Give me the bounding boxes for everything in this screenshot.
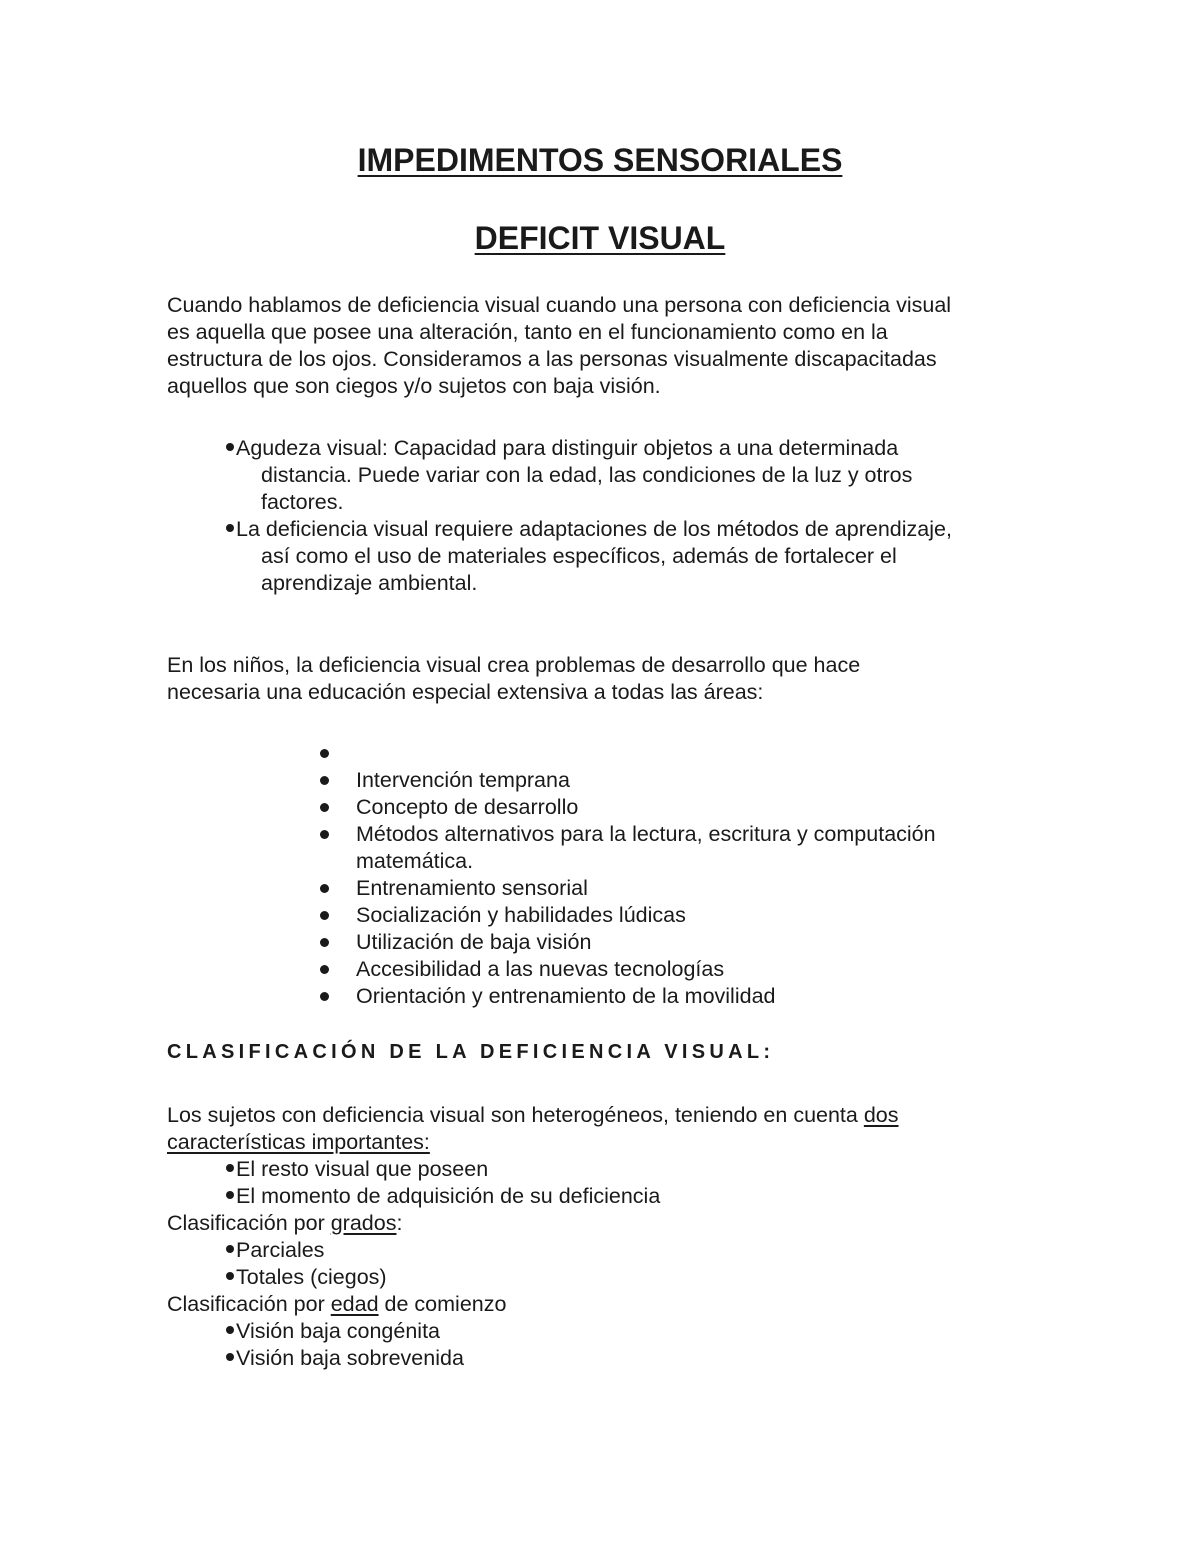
bullet-icon xyxy=(226,1245,234,1253)
intro-line: aquellos que son ciegos y/o sujetos con baja visión. xyxy=(167,374,661,398)
bullet-icon xyxy=(226,1272,234,1280)
bullet-icon xyxy=(320,776,329,785)
intro-line: Cuando hablamos de deficiencia visual cuando una persona con deficiencia visual xyxy=(167,293,952,317)
bullet-item-continuation: factores. xyxy=(261,490,344,514)
paragraph-line: En los niños, la deficiencia visual crea problemas de desarrollo que hace xyxy=(167,653,861,677)
list-item: Accesibilidad a las nuevas tecnologías xyxy=(356,957,725,981)
bullet-icon xyxy=(320,911,329,920)
bullet-icon xyxy=(226,443,234,451)
list-item: Orientación y entrenamiento de la movilidad xyxy=(356,984,776,1008)
bullet-icon xyxy=(226,1164,234,1172)
bullet-item: Totales (ciegos) xyxy=(226,1264,387,1291)
bullet-icon xyxy=(320,884,329,893)
bullet-item: Agudeza visual: Capacidad para distinguir objetos a una determinada xyxy=(226,435,898,462)
bullet-item: Visión baja congénita xyxy=(226,1318,440,1345)
bullet-icon xyxy=(320,830,329,839)
intro-line: es aquella que posee una alteración, tanto en el funcionamiento como en la xyxy=(167,320,888,344)
paragraph-line: necesaria una educación especial extensiva a todas las áreas: xyxy=(167,680,764,704)
document-subtitle: DEFICIT VISUAL xyxy=(474,220,726,256)
list-item: Entrenamiento sensorial xyxy=(356,876,588,900)
bullet-item-continuation: aprendizaje ambiental. xyxy=(261,571,478,595)
bullet-icon xyxy=(320,965,329,974)
list-item: Métodos alternativos para la lectura, escritura y computación xyxy=(356,822,936,846)
bullet-icon xyxy=(320,938,329,947)
list-item: Concepto de desarrollo xyxy=(356,795,579,819)
bullet-item: Parciales xyxy=(226,1237,324,1264)
bullet-item-continuation: distancia. Puede variar con la edad, las condiciones de la luz y otros xyxy=(261,463,913,487)
list-item: Intervención temprana xyxy=(356,768,570,792)
classification-intro-line: características importantes: xyxy=(167,1130,430,1154)
bullet-item: El resto visual que poseen xyxy=(226,1156,488,1183)
classification-heading: CLASIFICACIÓN DE LA DEFICIENCIA VISUAL: xyxy=(167,1041,775,1063)
classification-by-age: Clasificación por edad de comienzo xyxy=(167,1292,507,1316)
classification-by-grade: Clasificación por grados: xyxy=(167,1211,403,1235)
bullet-icon xyxy=(226,524,234,532)
intro-line: estructura de los ojos. Consideramos a las personas visualmente discapacitadas xyxy=(167,347,937,371)
bullet-item: Visión baja sobrevenida xyxy=(226,1345,464,1372)
bullet-item-continuation: así como el uso de materiales específicos, además de fortalecer el xyxy=(261,544,897,568)
bullet-icon xyxy=(320,803,329,812)
bullet-icon xyxy=(320,749,329,758)
bullet-icon xyxy=(320,992,329,1001)
bullet-icon xyxy=(226,1191,234,1199)
bullet-icon xyxy=(226,1353,234,1361)
bullet-item: La deficiencia visual requiere adaptaciones de los métodos de aprendizaje, xyxy=(226,516,952,543)
classification-intro-line: Los sujetos con deficiencia visual son heterogéneos, teniendo en cuenta dos xyxy=(167,1103,899,1127)
document-title: IMPEDIMENTOS SENSORIALES xyxy=(357,142,843,178)
list-item-continuation: matemática. xyxy=(356,849,474,873)
bullet-item: El momento de adquisición de su deficiencia xyxy=(226,1183,660,1210)
list-item: Socialización y habilidades lúdicas xyxy=(356,903,686,927)
list-item: Utilización de baja visión xyxy=(356,930,592,954)
bullet-icon xyxy=(226,1326,234,1334)
